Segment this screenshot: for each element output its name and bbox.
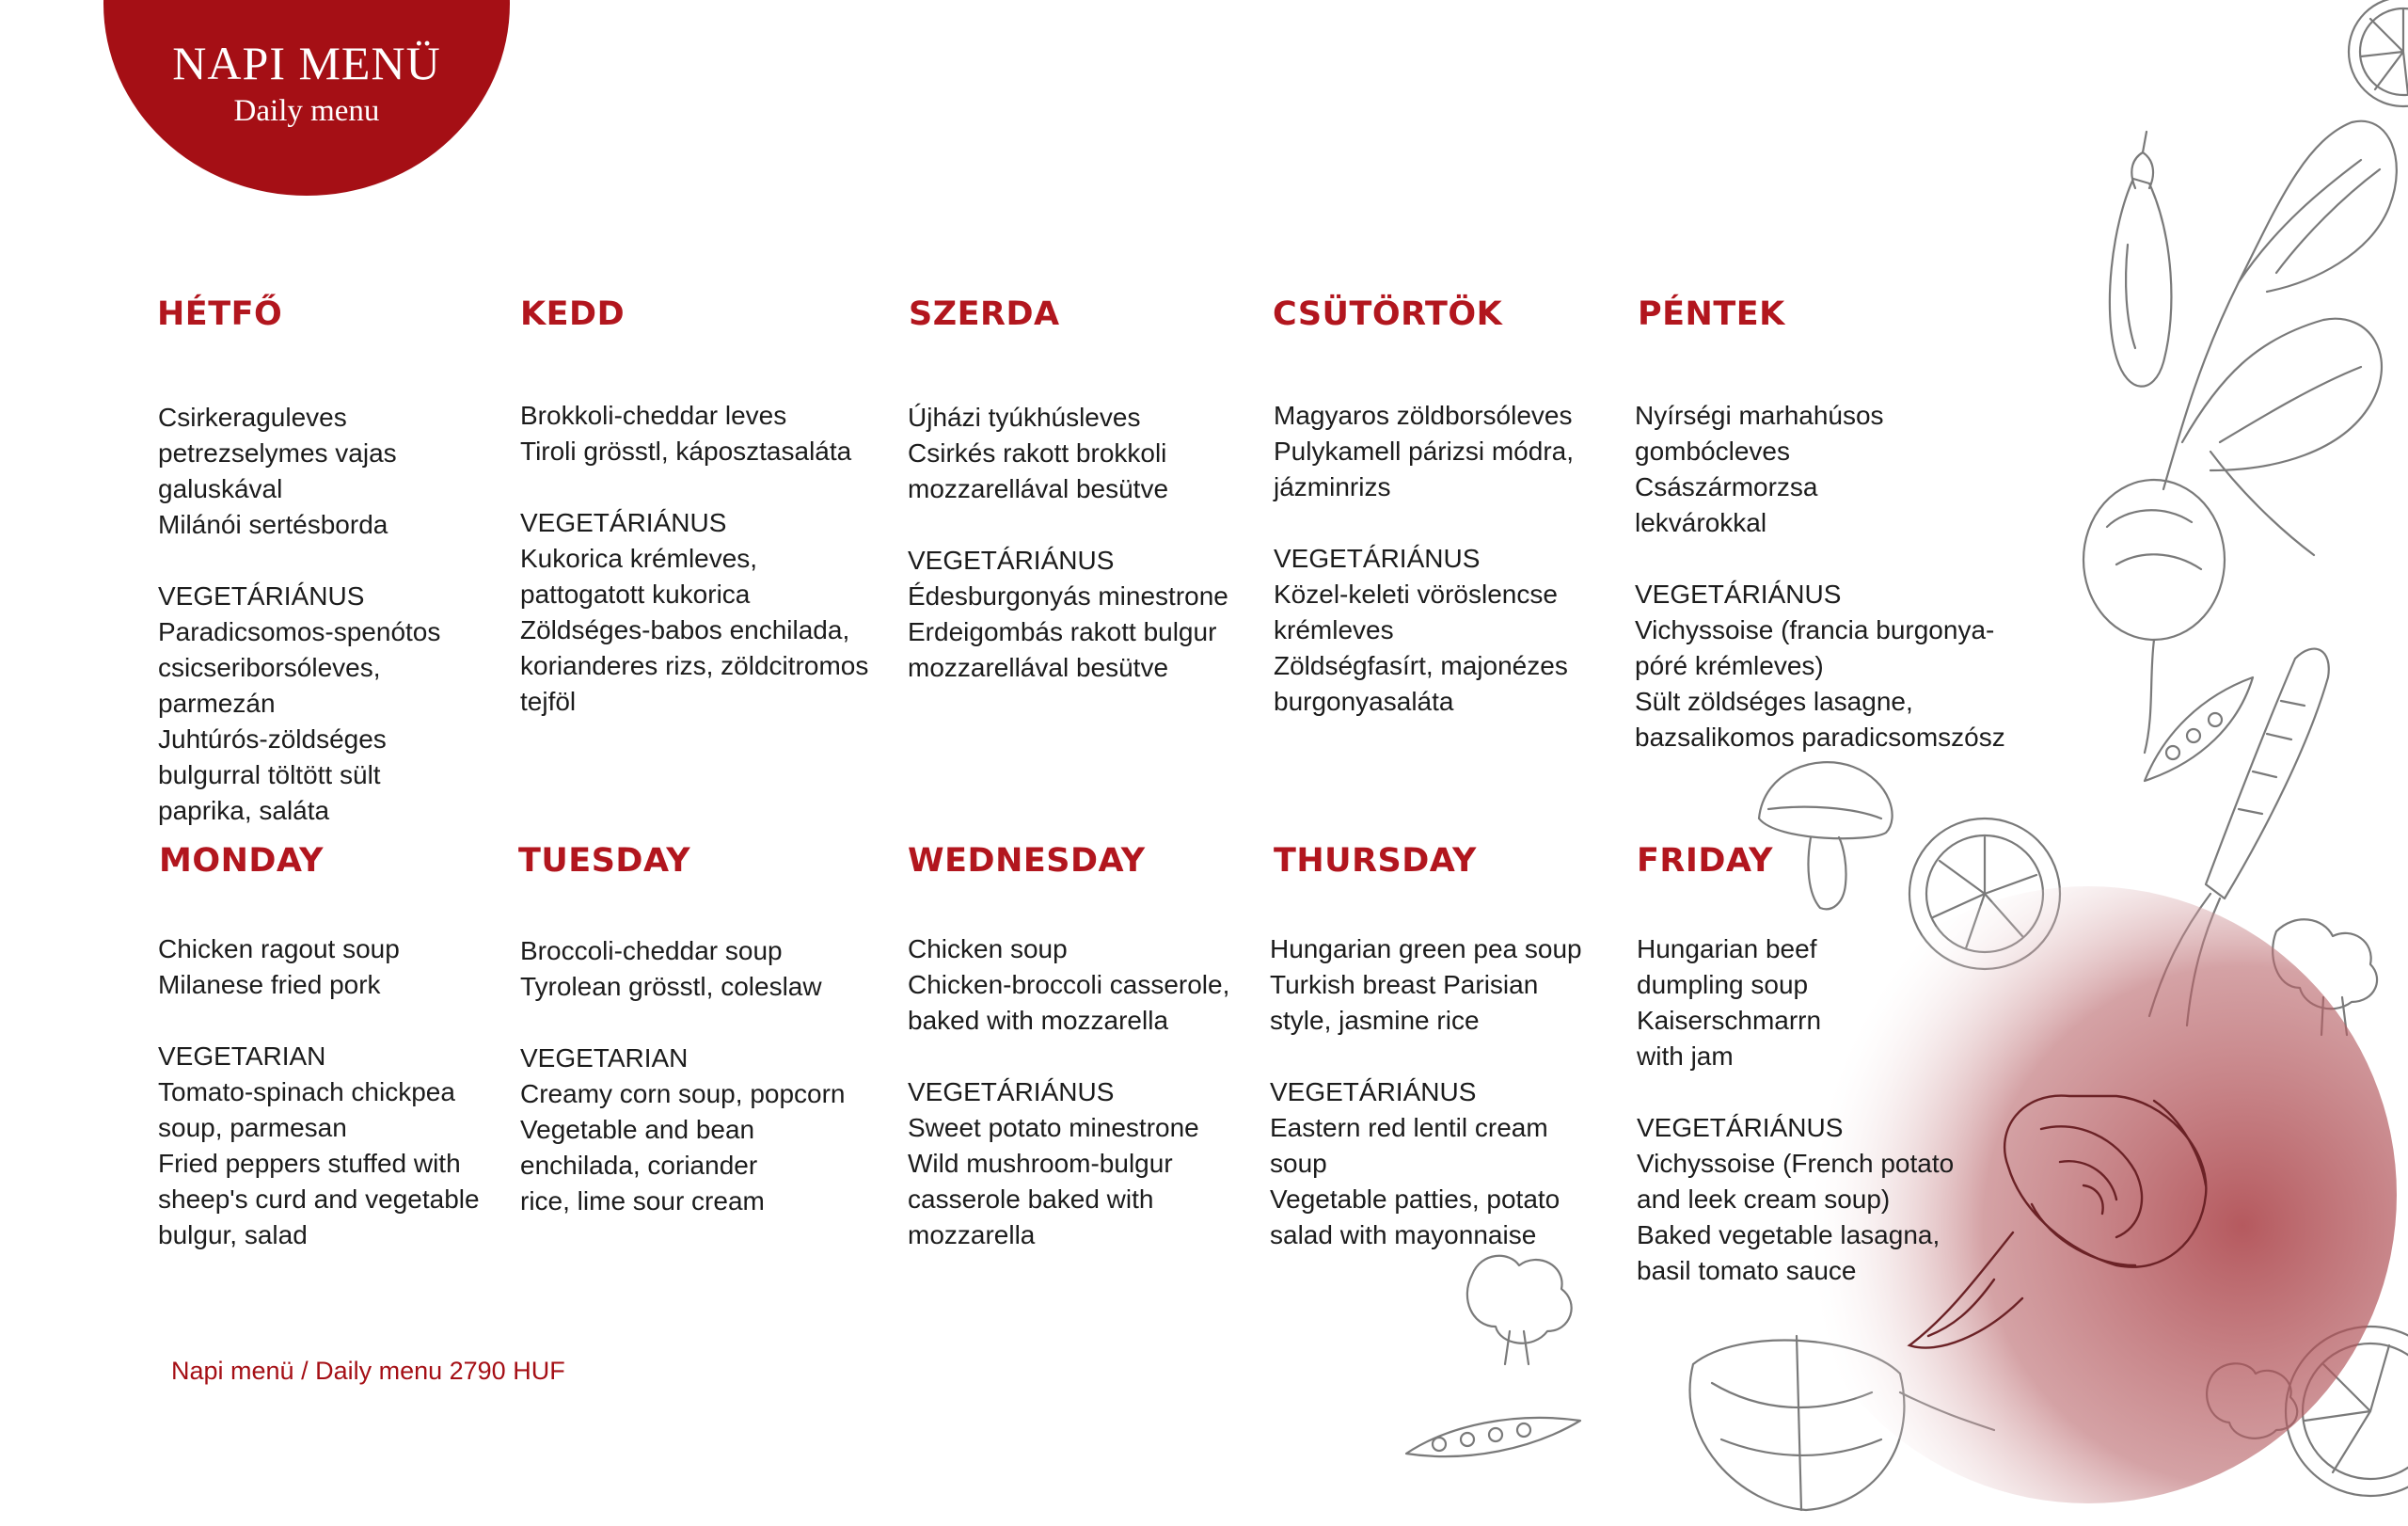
menu-block-en-3	[908, 931, 1270, 1253]
menu-line: Pulykamell párizsi módra,	[1274, 437, 1574, 466]
veg-label: VEGETÁRIÁNUS	[1270, 1077, 1477, 1106]
menu-block-hu-2	[520, 398, 882, 720]
veg-label: VEGETÁRIÁNUS	[908, 1077, 1115, 1106]
menu-line: Hungarian beef	[1637, 934, 1817, 963]
menu-line: Vegetable and bean	[520, 1115, 755, 1144]
menu-line: Csirkeraguleves	[158, 403, 347, 432]
menu-line: bulgurral töltött sült	[158, 760, 381, 789]
menu-line: Chicken soup	[908, 934, 1068, 963]
pea-pod-icon	[2145, 677, 2253, 781]
menu-line: Újházi tyúkhúsleves	[908, 403, 1141, 432]
menu-block-hu-5	[1635, 398, 2005, 755]
menu-line: csicseriborsóleves,	[158, 653, 381, 682]
menu-line: Eastern red lentil cream	[1270, 1113, 1548, 1142]
menu-line: Sweet potato minestrone	[908, 1113, 1199, 1142]
day-heading-en-5: FRIDAY	[1637, 842, 1774, 880]
menu-line: póré krémleves)	[1635, 651, 1824, 680]
spacer	[1635, 541, 1997, 577]
veg-label: VEGETÁRIÁNUS	[908, 546, 1115, 575]
spacer	[158, 543, 520, 579]
menu-line: galuskával	[158, 474, 283, 503]
page-subtitle: Daily menu	[233, 94, 380, 128]
day-heading-en-2: TUESDAY	[518, 842, 691, 880]
menu-line: Juhtúrós-zöldséges	[158, 724, 387, 754]
menu-line: Milánói sertésborda	[158, 510, 388, 539]
eggplant-icon	[2110, 132, 2172, 387]
menu-line: Vegetable patties, potato	[1270, 1184, 1560, 1214]
menu-line: Csirkés rakott brokkoli	[908, 438, 1167, 468]
menu-line: salad with mayonnaise	[1270, 1220, 1537, 1249]
menu-line: Tomato-spinach chickpea	[158, 1077, 455, 1106]
day-heading-en-3: WEDNESDAY	[908, 842, 1146, 880]
menu-line: korianderes rizs, zöldcitromos	[520, 651, 869, 680]
menu-line: Hungarian green pea soup	[1270, 934, 1582, 963]
menu-line: soup	[1270, 1149, 1327, 1178]
day-heading-hu-1: HÉTFŐ	[157, 295, 283, 333]
menu-line: Tiroli grösstl, káposztasaláta	[520, 437, 852, 466]
menu-line: Creamy corn soup, popcorn	[520, 1079, 846, 1108]
pea-pod-icon-2	[1406, 1418, 1580, 1456]
menu-line: mozzarellával besütve	[908, 474, 1169, 503]
menu-line: Chicken-broccoli casserole,	[908, 970, 1230, 999]
menu-block-en-5	[1637, 931, 1999, 1289]
veg-label: VEGETARIAN	[520, 1043, 689, 1073]
veg-label: VEGETÁRIÁNUS	[520, 508, 727, 537]
spacer	[520, 469, 882, 505]
menu-line: bulgur, salad	[158, 1220, 308, 1249]
broccoli-icon-2	[1467, 1256, 1572, 1364]
menu-line: burgonyasaláta	[1274, 687, 1454, 716]
menu-line: mozzarella	[908, 1220, 1036, 1249]
menu-line: Sült zöldséges lasagne,	[1635, 687, 1913, 716]
veg-label: VEGETÁRIÁNUS	[158, 581, 365, 611]
menu-line: sheep's curd and vegetable	[158, 1184, 480, 1214]
menu-block-en-1	[158, 931, 520, 1253]
spacer	[1637, 1074, 1999, 1110]
menu-line: jázminrizs	[1274, 472, 1391, 501]
mushroom-icon	[1759, 762, 1893, 909]
menu-block-hu-3	[908, 400, 1270, 686]
menu-line: soup, parmesan	[158, 1113, 347, 1142]
menu-block-en-4	[1270, 931, 1632, 1253]
veg-label: VEGETÁRIÁNUS	[1274, 544, 1481, 573]
menu-line: Broccoli-cheddar soup	[520, 936, 783, 965]
menu-line: casserole baked with	[908, 1184, 1154, 1214]
menu-line: Magyaros zöldborsóleves	[1274, 401, 1573, 430]
menu-line: Fried peppers stuffed with	[158, 1149, 461, 1178]
menu-line: and leek cream soup)	[1637, 1184, 1891, 1214]
day-heading-en-4: THURSDAY	[1274, 842, 1477, 880]
menu-line: enchilada, coriander	[520, 1151, 758, 1180]
veg-label: VEGETÁRIÁNUS	[1635, 580, 1842, 609]
lemon-icon	[2349, 0, 2408, 106]
menu-block-hu-1	[158, 400, 520, 829]
menu-line: petrezselymes vajas	[158, 438, 397, 468]
menu-line: Zöldségfasírt, majonézes	[1274, 651, 1568, 680]
menu-line: bazsalikomos paradicsomszósz	[1635, 723, 2005, 752]
menu-line: Vichyssoise (francia burgonya-	[1635, 615, 1995, 644]
menu-line: parmezán	[158, 689, 276, 718]
day-heading-hu-2: KEDD	[520, 295, 626, 333]
menu-line: Nyírségi marhahúsos	[1635, 401, 1884, 430]
menu-line: Kukorica krémleves,	[520, 544, 758, 573]
menu-line: Császármorzsa	[1635, 472, 1818, 501]
menu-line: rice, lime sour cream	[520, 1186, 765, 1216]
day-heading-hu-5: PÉNTEK	[1638, 295, 1785, 333]
menu-line: Közel-keleti vöröslencse	[1274, 580, 1558, 609]
price-note: Napi menü / Daily menu 2790 HUF	[171, 1357, 565, 1385]
menu-line: Tyrolean grösstl, coleslaw	[520, 972, 822, 1001]
menu-line: paprika, saláta	[158, 796, 330, 825]
veg-label: VEGETÁRIÁNUS	[1637, 1113, 1844, 1142]
menu-line: tejföl	[520, 687, 577, 716]
spacer	[520, 1005, 882, 1041]
menu-line: mozzarellával besütve	[908, 653, 1169, 682]
menu-line: dumpling soup	[1637, 970, 1809, 999]
menu-line: Kaiserschmarrn	[1637, 1006, 1822, 1035]
menu-line: Baked vegetable lasagna,	[1637, 1220, 1941, 1249]
menu-line: baked with mozzarella	[908, 1006, 1169, 1035]
menu-line: Chicken ragout soup	[158, 934, 400, 963]
day-heading-hu-4: CSÜTÖRTÖK	[1273, 295, 1503, 333]
menu-line: style, jasmine rice	[1270, 1006, 1480, 1035]
menu-line: Milanese fried pork	[158, 970, 381, 999]
menu-line: Zöldséges-babos enchilada,	[520, 615, 850, 644]
day-heading-hu-3: SZERDA	[909, 295, 1060, 333]
beet-icon	[2083, 121, 2397, 753]
day-heading-en-1: MONDAY	[159, 842, 325, 880]
menu-line: lekvárokkal	[1635, 508, 1767, 537]
menu-line: krémleves	[1274, 615, 1394, 644]
menu-line: Erdeigombás rakott bulgur	[908, 617, 1217, 646]
menu-line: basil tomato sauce	[1637, 1256, 1857, 1285]
menu-block-en-2	[520, 933, 882, 1219]
spacer	[908, 507, 1270, 543]
spacer	[908, 1039, 1270, 1074]
menu-line: Turkish breast Parisian	[1270, 970, 1539, 999]
veg-label: VEGETARIAN	[158, 1041, 326, 1071]
spacer	[1274, 505, 1636, 541]
spacer	[158, 1003, 520, 1039]
menu-line: Édesburgonyás minestrone	[908, 581, 1228, 611]
menu-line: Brokkoli-cheddar leves	[520, 401, 787, 430]
menu-line: with jam	[1637, 1041, 1734, 1071]
menu-line: pattogatott kukorica	[520, 580, 751, 609]
menu-block-hu-4	[1274, 398, 1636, 720]
menu-line: gombócleves	[1635, 437, 1790, 466]
menu-line: Vichyssoise (French potato	[1637, 1149, 1955, 1178]
menu-line: Paradicsomos-spenótos	[158, 617, 441, 646]
page-title: NAPI MENÜ	[172, 37, 441, 89]
spacer	[1270, 1039, 1632, 1074]
menu-line: Wild mushroom-bulgur	[908, 1149, 1173, 1178]
